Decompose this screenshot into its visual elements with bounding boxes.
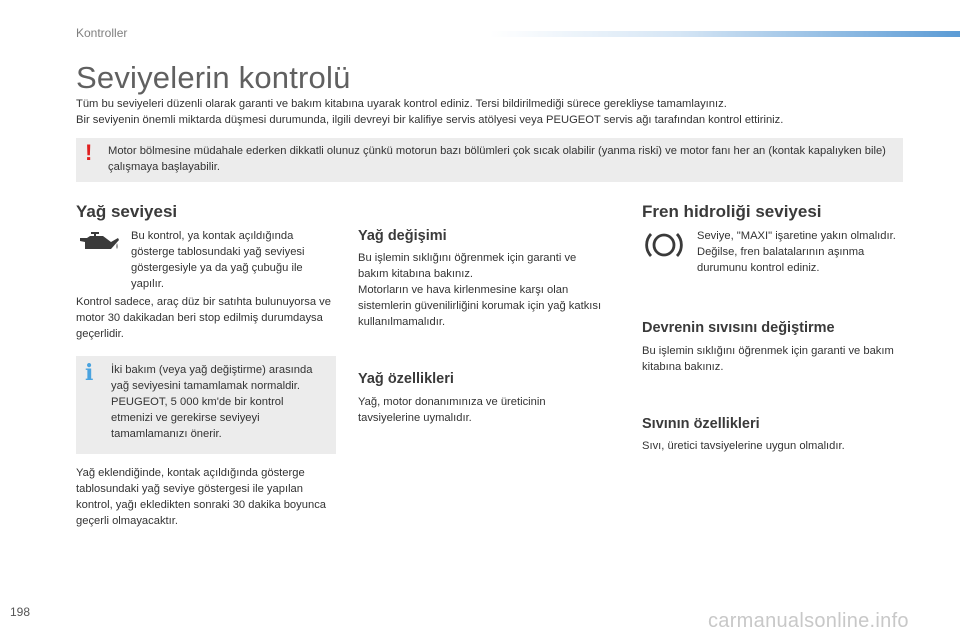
heading-brake-spec: Sıvının özellikleri <box>642 416 760 432</box>
brake-change-text: Bu işlemin sıklığını öğrenmek için garanti ve bakım kitabına bakınız. <box>642 345 894 373</box>
watermark: carmanualsonline.info <box>708 610 909 632</box>
page-title: Seviyelerin kontrolü <box>76 60 351 95</box>
intro-line-2: Bir seviyenin önemli miktarda düşmesi durumunda, ilgili devreyi bir kalifiye servis atölyesi veya PEUGEOT servis ağı tarafından kontrol ettiriniz. <box>76 113 784 126</box>
oil-icon-text: Bu kontrol, ya kontak açıldığında gösterge tablosundaki yağ seviyesi göstergesiyle ya da yağ çubuğu ile yapılır. <box>131 230 305 290</box>
heading-oil-change: Yağ değişimi <box>358 228 447 244</box>
info-text: İki bakım (veya yağ değiştirme) arasında yağ seviyesini tamamlamak normaldir. PEUGEOT, 5 000 km'de bir kontrol etmenizi ve gerekirse seviyeyi tamamlamanızı önerir. <box>111 364 313 440</box>
page-number: 198 <box>10 605 31 619</box>
brake-warning-icon <box>645 228 683 262</box>
heading-brake-change: Devrenin sıvısını değiştirme <box>642 320 835 336</box>
info-icon: i <box>85 360 94 386</box>
heading-brake-fluid: Fren hidroliği seviyesi <box>642 202 822 221</box>
heading-oil-spec: Yağ özellikleri <box>358 371 454 387</box>
warning-icon: ! <box>85 140 93 165</box>
oil-spec-text: Yağ, motor donanımınıza ve üreticinin tavsiyelerine uymalıdır. <box>358 396 546 424</box>
header-accent-bar <box>490 31 960 37</box>
brake-icon-text: Seviye, "MAXI" işaretine yakın olmalıdır. Değilse, fren balatalarının aşınma durumunu kontrol ediniz. <box>697 230 896 274</box>
oil-change-text: Bu işlemin sıklığını öğrenmek için garanti ve bakım kitabına bakınız. Motorların ve hava kirlenmesine karşı olan sistemlerin güvenilirliğini korumak için yağ katkısı kullanılmamalıdır. <box>358 252 602 328</box>
intro-line-1: Tüm bu seviyeleri düzenli olarak garanti ve bakım kitabına uyarak kontrol ediniz. Tersi bildirilmediği sürece gerekliyse tamamlayınız. <box>76 98 727 110</box>
intro-text <box>76 97 896 128</box>
warning-text: Motor bölmesine müdahale ederken dikkatli olunuz çünkü motorun bazı bölümleri çok sıcak olabilir (yanma riski) ve motor fanı her an (kontak kapalıyken bile) çalışmaya başlayabilir. <box>108 145 886 173</box>
oil-para-1: Kontrol sadece, araç düz bir satıhta bulunuyorsa ve motor 30 dakikadan beri stop edilmiş durumdaysa geçerlidir. <box>76 296 331 340</box>
oil-para-2: Yağ eklendiğinde, kontak açıldığında gösterge tablosundaki yağ seviye göstergesi ile yapılan kontrol, yağı ekledikten sonraki 30 dakika boyunca geçerli olmayacaktır. <box>76 467 327 527</box>
oil-can-icon <box>77 229 121 255</box>
brake-spec-text: Sıvı, üretici tavsiyelerine uygun olmalıdır. <box>642 440 845 452</box>
heading-oil-level: Yağ seviyesi <box>76 202 178 221</box>
section-label: Kontroller <box>76 26 128 40</box>
